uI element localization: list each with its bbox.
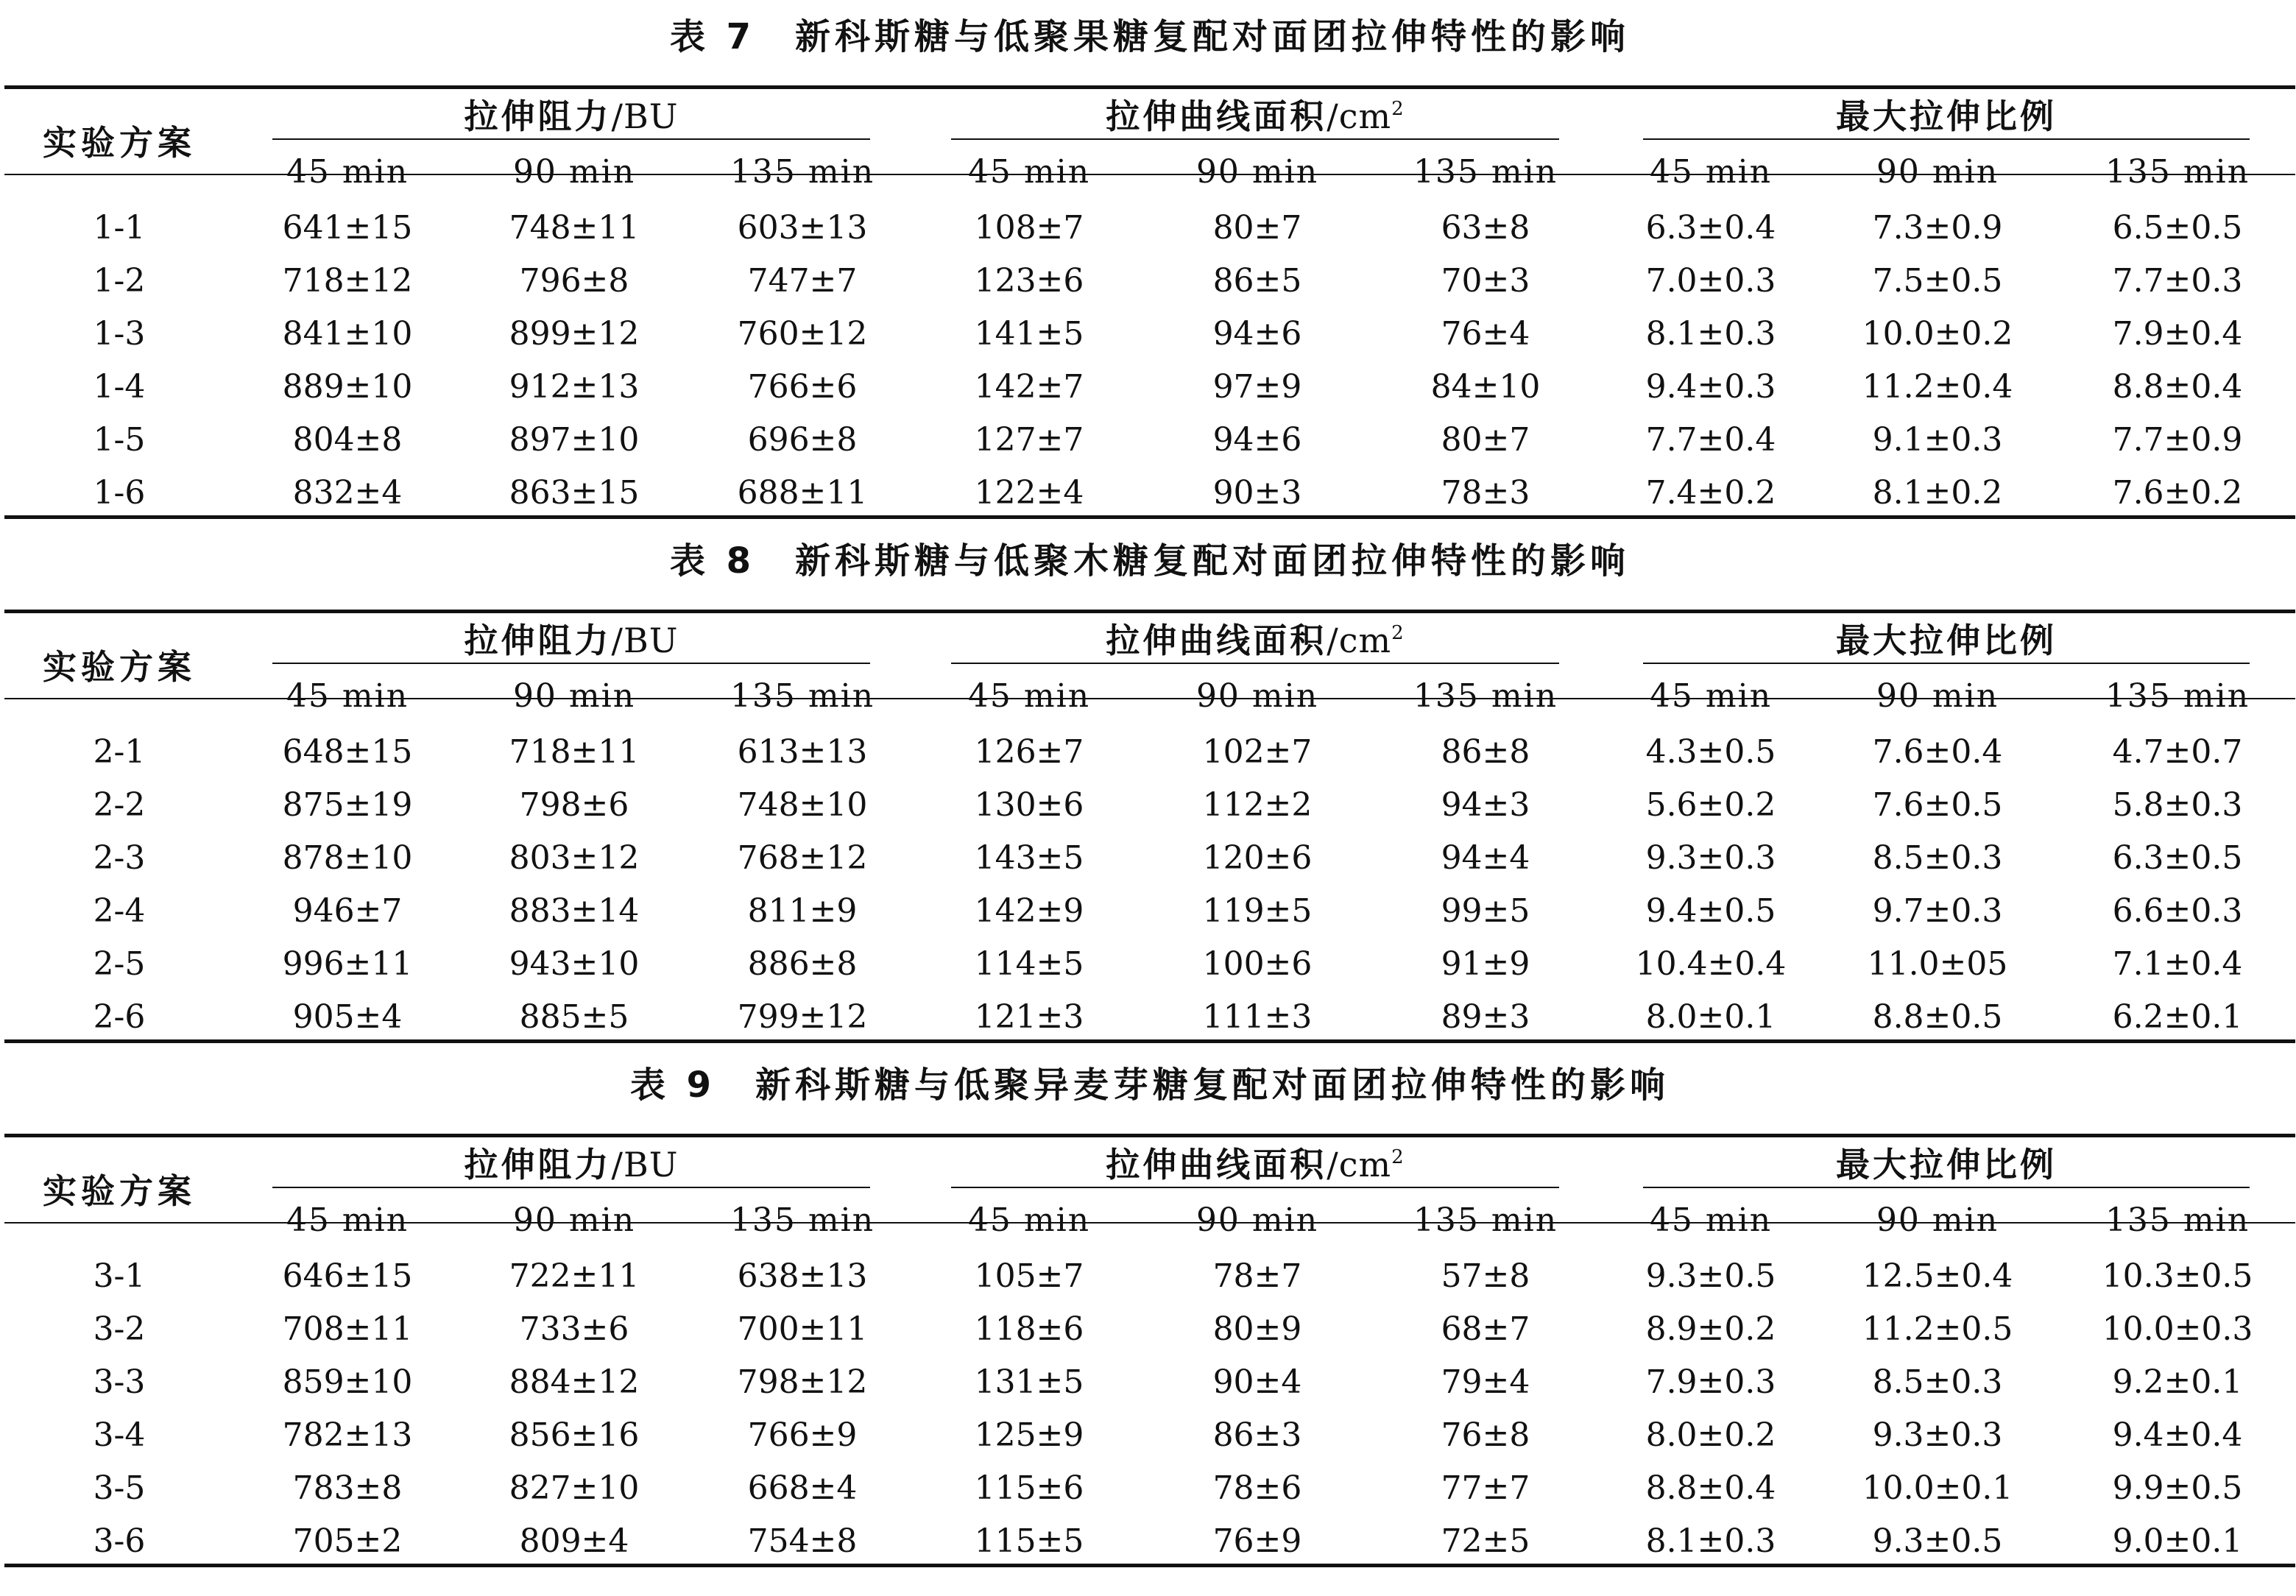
cell-resistance-45: 804±8 xyxy=(292,421,403,459)
cell-ratio-135: 7.9±0.4 xyxy=(2112,315,2243,353)
cell-ratio-90: 10.0±0.2 xyxy=(1862,315,2013,353)
cell-resistance-90: 798±6 xyxy=(519,786,629,824)
group-label: 最大拉伸比例 xyxy=(1836,621,2057,660)
cell-resistance-45: 718±12 xyxy=(282,262,413,300)
cell-area-45: 105±7 xyxy=(974,1257,1084,1295)
cell-ratio-90: 9.1±0.3 xyxy=(1872,421,2003,459)
cell-resistance-45: 648±15 xyxy=(282,733,413,771)
cell-plan: 1-2 xyxy=(93,262,146,300)
time-head-90: 90 min xyxy=(512,677,636,715)
cell-resistance-135: 768±12 xyxy=(737,839,868,877)
cell-plan: 3-1 xyxy=(93,1257,146,1295)
group-head-ratio xyxy=(1643,87,2250,146)
cell-ratio-135: 6.5±0.5 xyxy=(2112,209,2243,247)
cell-ratio-135: 9.0±0.1 xyxy=(2112,1522,2243,1560)
group-label: 拉伸阻力 xyxy=(464,621,612,660)
cell-area-90: 97±9 xyxy=(1212,368,1302,406)
cell-area-90: 76±9 xyxy=(1212,1522,1302,1560)
cell-ratio-135: 9.4±0.4 xyxy=(2112,1416,2243,1454)
cell-ratio-135: 4.7±0.7 xyxy=(2112,733,2243,771)
time-head-135: 135 min xyxy=(2105,153,2250,191)
cell-resistance-135: 638±13 xyxy=(737,1257,868,1295)
group-unit-superscript: 2 xyxy=(1391,98,1405,120)
cell-resistance-45: 708±11 xyxy=(282,1310,413,1348)
table-row xyxy=(4,1303,2295,1356)
cell-ratio-135: 9.2±0.1 xyxy=(2112,1363,2243,1401)
cell-resistance-45: 875±19 xyxy=(282,786,413,824)
group-underline xyxy=(272,1187,870,1188)
cell-area-45: 115±5 xyxy=(974,1522,1084,1560)
cell-area-45: 143±5 xyxy=(974,839,1084,877)
cell-ratio-135: 6.6±0.3 xyxy=(2112,892,2243,930)
cell-area-45: 123±6 xyxy=(974,262,1084,300)
cell-ratio-45: 9.3±0.3 xyxy=(1645,839,1776,877)
group-label: 拉伸曲线面积 xyxy=(1106,621,1327,660)
time-head-90: 90 min xyxy=(512,153,636,191)
cell-ratio-135: 7.6±0.2 xyxy=(2112,474,2243,512)
cell-area-90: 90±4 xyxy=(1212,1363,1302,1401)
cell-ratio-90: 8.5±0.3 xyxy=(1872,1363,2003,1401)
time-head-135: 135 min xyxy=(730,1201,875,1239)
cell-ratio-45: 7.9±0.3 xyxy=(1645,1363,1776,1401)
cell-resistance-135: 603±13 xyxy=(737,209,868,247)
group-head-area xyxy=(951,87,1559,146)
cell-area-45: 122±4 xyxy=(974,474,1084,512)
cell-plan: 1-1 xyxy=(93,209,146,247)
time-head-45: 45 min xyxy=(1649,677,1773,715)
cell-ratio-45: 8.1±0.3 xyxy=(1645,315,1776,353)
group-unit: /BU xyxy=(611,621,679,660)
cell-resistance-90: 899±12 xyxy=(509,315,640,353)
cell-area-135: 89±3 xyxy=(1441,998,1530,1036)
cell-resistance-45: 996±11 xyxy=(282,945,413,983)
group-unit: /BU xyxy=(611,1145,679,1184)
cell-ratio-45: 9.3±0.5 xyxy=(1645,1257,1776,1295)
cell-resistance-90: 912±13 xyxy=(509,368,640,406)
cell-area-45: 114±5 xyxy=(974,945,1084,983)
cell-resistance-90: 884±12 xyxy=(509,1363,640,1401)
cell-resistance-135: 798±12 xyxy=(737,1363,868,1401)
time-head-135: 135 min xyxy=(1413,677,1558,715)
cell-plan: 2-1 xyxy=(93,733,146,771)
cell-ratio-45: 7.0±0.3 xyxy=(1645,262,1776,300)
time-head-90: 90 min xyxy=(1195,1201,1319,1239)
table-title: 表 9 新科斯糖与低聚异麦芽糖复配对面团拉伸特性的影响 xyxy=(629,1064,1670,1106)
cell-ratio-90: 9.7±0.3 xyxy=(1872,892,2003,930)
cell-resistance-90: 856±16 xyxy=(509,1416,640,1454)
cell-area-45: 108±7 xyxy=(974,209,1084,247)
cell-ratio-135: 6.2±0.1 xyxy=(2112,998,2243,1036)
time-head-135: 135 min xyxy=(730,677,875,715)
cell-area-135: 72±5 xyxy=(1441,1522,1530,1560)
cell-ratio-45: 4.3±0.5 xyxy=(1645,733,1776,771)
table-row xyxy=(4,414,2295,467)
cell-resistance-45: 946±7 xyxy=(292,892,403,930)
cell-ratio-90: 8.8±0.5 xyxy=(1872,998,2003,1036)
time-head-90: 90 min xyxy=(1876,677,1999,715)
cell-resistance-90: 885±5 xyxy=(519,998,629,1036)
group-unit: /BU xyxy=(611,96,679,136)
cell-resistance-135: 700±11 xyxy=(737,1310,868,1348)
cell-ratio-90: 12.5±0.4 xyxy=(1862,1257,2013,1295)
cell-resistance-135: 760±12 xyxy=(737,315,868,353)
cell-resistance-135: 696±8 xyxy=(747,421,858,459)
cell-resistance-90: 943±10 xyxy=(509,945,640,983)
cell-ratio-45: 5.6±0.2 xyxy=(1645,786,1776,824)
cell-resistance-45: 646±15 xyxy=(282,1257,413,1295)
cell-resistance-90: 827±10 xyxy=(509,1469,640,1507)
cell-resistance-45: 705±2 xyxy=(292,1522,403,1560)
cell-area-90: 102±7 xyxy=(1202,733,1313,771)
table-row xyxy=(4,1250,2295,1303)
plan-header: 实验方案 xyxy=(43,1171,196,1211)
cell-resistance-135: 747±7 xyxy=(747,262,858,300)
cell-area-135: 63±8 xyxy=(1441,209,1530,247)
cell-plan: 3-4 xyxy=(93,1416,146,1454)
cell-area-135: 79±4 xyxy=(1441,1363,1530,1401)
cell-ratio-90: 8.5±0.3 xyxy=(1872,839,2003,877)
cell-resistance-90: 733±6 xyxy=(519,1310,629,1348)
cell-ratio-90: 8.1±0.2 xyxy=(1872,474,2003,512)
group-unit: /cm xyxy=(1327,1145,1392,1184)
cell-area-135: 70±3 xyxy=(1441,262,1530,300)
cell-area-45: 141±5 xyxy=(974,315,1084,353)
cell-resistance-45: 889±10 xyxy=(282,368,413,406)
time-head-135: 135 min xyxy=(1413,1201,1558,1239)
cell-plan: 1-3 xyxy=(93,315,146,353)
cell-ratio-135: 7.7±0.3 xyxy=(2112,262,2243,300)
cell-area-90: 80±9 xyxy=(1212,1310,1302,1348)
cell-area-135: 78±3 xyxy=(1441,474,1530,512)
table-row xyxy=(4,1356,2295,1409)
cell-area-135: 57±8 xyxy=(1441,1257,1530,1295)
group-underline xyxy=(272,663,870,664)
group-label: 拉伸曲线面积 xyxy=(1106,96,1327,136)
cell-plan: 3-2 xyxy=(93,1310,146,1348)
cell-plan: 1-5 xyxy=(93,421,146,459)
cell-area-45: 142±7 xyxy=(974,368,1084,406)
cell-plan: 2-3 xyxy=(93,839,146,877)
cell-resistance-45: 783±8 xyxy=(292,1469,403,1507)
time-head-90: 90 min xyxy=(1876,153,1999,191)
cell-area-90: 94±6 xyxy=(1212,421,1302,459)
cell-ratio-90: 7.6±0.5 xyxy=(1872,786,2003,824)
cell-plan: 3-6 xyxy=(93,1522,146,1560)
cell-area-45: 127±7 xyxy=(974,421,1084,459)
cell-area-45: 115±6 xyxy=(974,1469,1084,1507)
group-unit: /cm xyxy=(1327,96,1392,136)
cell-area-135: 80±7 xyxy=(1441,421,1530,459)
group-label: 最大拉伸比例 xyxy=(1836,1145,2057,1184)
cell-ratio-45: 8.1±0.3 xyxy=(1645,1522,1776,1560)
cell-resistance-45: 782±13 xyxy=(282,1416,413,1454)
cell-ratio-45: 7.7±0.4 xyxy=(1645,421,1776,459)
cell-plan: 3-5 xyxy=(93,1469,146,1507)
cell-area-90: 112±2 xyxy=(1202,786,1313,824)
table-row xyxy=(4,1462,2295,1515)
group-underline xyxy=(951,663,1559,664)
cell-area-135: 68±7 xyxy=(1441,1310,1530,1348)
table-row xyxy=(4,1409,2295,1462)
cell-resistance-45: 878±10 xyxy=(282,839,413,877)
cell-resistance-45: 859±10 xyxy=(282,1363,413,1401)
group-head-resistance xyxy=(272,1135,870,1194)
group-unit-superscript: 2 xyxy=(1391,1146,1405,1168)
time-head-45: 45 min xyxy=(1649,153,1773,191)
time-head-45: 45 min xyxy=(286,677,409,715)
cell-resistance-90: 718±11 xyxy=(509,733,640,771)
cell-area-135: 94±3 xyxy=(1441,786,1530,824)
cell-area-90: 120±6 xyxy=(1202,839,1313,877)
cell-plan: 1-6 xyxy=(93,474,146,512)
table-row xyxy=(4,1515,2295,1568)
cell-area-45: 142±9 xyxy=(974,892,1084,930)
group-label: 拉伸阻力 xyxy=(464,1145,612,1184)
cell-resistance-135: 754±8 xyxy=(747,1522,858,1560)
group-unit: /cm xyxy=(1327,621,1392,660)
time-head-45: 45 min xyxy=(967,153,1091,191)
cell-area-135: 86±8 xyxy=(1441,733,1530,771)
cell-ratio-135: 6.3±0.5 xyxy=(2112,839,2243,877)
cell-ratio-90: 7.3±0.9 xyxy=(1872,209,2003,247)
group-unit-superscript: 2 xyxy=(1391,622,1405,644)
cell-ratio-45: 9.4±0.5 xyxy=(1645,892,1776,930)
cell-ratio-135: 9.9±0.5 xyxy=(2112,1469,2243,1507)
group-underline xyxy=(1643,663,2250,664)
cell-area-90: 94±6 xyxy=(1212,315,1302,353)
table-row xyxy=(4,467,2295,520)
cell-resistance-135: 766±9 xyxy=(747,1416,858,1454)
cell-resistance-90: 796±8 xyxy=(519,262,629,300)
table-row xyxy=(4,255,2295,308)
cell-area-45: 125±9 xyxy=(974,1416,1084,1454)
cell-ratio-135: 7.7±0.9 xyxy=(2112,421,2243,459)
time-head-45: 45 min xyxy=(286,1201,409,1239)
cell-resistance-90: 803±12 xyxy=(509,839,640,877)
cell-ratio-45: 8.0±0.2 xyxy=(1645,1416,1776,1454)
cell-ratio-45: 7.4±0.2 xyxy=(1645,474,1776,512)
cell-resistance-90: 748±11 xyxy=(509,209,640,247)
cell-ratio-90: 10.0±0.1 xyxy=(1862,1469,2013,1507)
cell-plan: 2-4 xyxy=(93,892,146,930)
cell-resistance-90: 809±4 xyxy=(519,1522,629,1560)
table-title: 表 7 新科斯糖与低聚果糖复配对面团拉伸特性的影响 xyxy=(669,16,1631,57)
cell-area-45: 126±7 xyxy=(974,733,1084,771)
cell-ratio-45: 8.8±0.4 xyxy=(1645,1469,1776,1507)
time-head-90: 90 min xyxy=(1195,153,1319,191)
cell-resistance-90: 883±14 xyxy=(509,892,640,930)
cell-ratio-45: 8.9±0.2 xyxy=(1645,1310,1776,1348)
cell-resistance-135: 766±6 xyxy=(747,368,858,406)
cell-resistance-90: 897±10 xyxy=(509,421,640,459)
time-head-45: 45 min xyxy=(967,1201,1091,1239)
time-head-45: 45 min xyxy=(1649,1201,1773,1239)
cell-plan: 2-2 xyxy=(93,786,146,824)
cell-ratio-135: 7.1±0.4 xyxy=(2112,945,2243,983)
table-title: 表 8 新科斯糖与低聚木糖复配对面团拉伸特性的影响 xyxy=(669,540,1631,582)
time-head-90: 90 min xyxy=(512,1201,636,1239)
cell-area-90: 119±5 xyxy=(1202,892,1313,930)
table-row xyxy=(4,726,2295,779)
cell-area-45: 131±5 xyxy=(974,1363,1084,1401)
group-label: 最大拉伸比例 xyxy=(1836,96,2057,136)
cell-area-135: 99±5 xyxy=(1441,892,1530,930)
cell-resistance-135: 811±9 xyxy=(747,892,858,930)
time-head-135: 135 min xyxy=(730,153,875,191)
cell-ratio-45: 9.4±0.3 xyxy=(1645,368,1776,406)
cell-resistance-45: 832±4 xyxy=(292,474,403,512)
cell-resistance-135: 799±12 xyxy=(737,998,868,1036)
cell-resistance-45: 905±4 xyxy=(292,998,403,1036)
cell-resistance-135: 748±10 xyxy=(737,786,868,824)
cell-resistance-135: 886±8 xyxy=(747,945,858,983)
cell-plan: 2-5 xyxy=(93,945,146,983)
table-row xyxy=(4,938,2295,991)
time-head-90: 90 min xyxy=(1195,677,1319,715)
time-head-135: 135 min xyxy=(2105,677,2250,715)
cell-ratio-90: 11.2±0.4 xyxy=(1862,368,2013,406)
cell-area-90: 100±6 xyxy=(1202,945,1313,983)
cell-resistance-90: 722±11 xyxy=(509,1257,640,1295)
group-head-ratio xyxy=(1643,611,2250,670)
table-row xyxy=(4,308,2295,361)
cell-ratio-90: 7.5±0.5 xyxy=(1872,262,2003,300)
cell-ratio-45: 10.4±0.4 xyxy=(1635,945,1787,983)
time-head-135: 135 min xyxy=(2105,1201,2250,1239)
cell-ratio-135: 10.0±0.3 xyxy=(2102,1310,2253,1348)
cell-ratio-90: 11.0±05 xyxy=(1867,945,2008,983)
cell-plan: 1-4 xyxy=(93,368,146,406)
cell-ratio-90: 7.6±0.4 xyxy=(1872,733,2003,771)
time-head-90: 90 min xyxy=(1876,1201,1999,1239)
cell-plan: 2-6 xyxy=(93,998,146,1036)
plan-header: 实验方案 xyxy=(43,647,196,687)
cell-area-90: 86±5 xyxy=(1212,262,1302,300)
cell-area-90: 78±6 xyxy=(1212,1469,1302,1507)
group-head-ratio xyxy=(1643,1135,2250,1194)
cell-area-90: 90±3 xyxy=(1212,474,1302,512)
table-row xyxy=(4,202,2295,255)
cell-resistance-90: 863±15 xyxy=(509,474,640,512)
cell-resistance-45: 841±10 xyxy=(282,315,413,353)
cell-area-135: 77±7 xyxy=(1441,1469,1530,1507)
table-row xyxy=(4,991,2295,1044)
cell-area-45: 118±6 xyxy=(974,1310,1084,1348)
cell-area-135: 91±9 xyxy=(1441,945,1530,983)
cell-area-135: 76±4 xyxy=(1441,315,1530,353)
cell-area-135: 84±10 xyxy=(1430,368,1541,406)
cell-ratio-45: 6.3±0.4 xyxy=(1645,209,1776,247)
table-row xyxy=(4,779,2295,832)
group-head-area xyxy=(951,1135,1559,1194)
group-underline xyxy=(1643,138,2250,140)
plan-header: 实验方案 xyxy=(43,123,196,163)
cell-area-135: 94±4 xyxy=(1441,839,1530,877)
cell-area-135: 76±8 xyxy=(1441,1416,1530,1454)
cell-ratio-90: 9.3±0.3 xyxy=(1872,1416,2003,1454)
cell-area-90: 111±3 xyxy=(1202,998,1313,1036)
cell-resistance-135: 613±13 xyxy=(737,733,868,771)
cell-ratio-135: 5.8±0.3 xyxy=(2112,786,2243,824)
cell-resistance-45: 641±15 xyxy=(282,209,413,247)
group-underline xyxy=(951,1187,1559,1188)
cell-plan: 3-3 xyxy=(93,1363,146,1401)
table-row xyxy=(4,832,2295,885)
cell-ratio-45: 8.0±0.1 xyxy=(1645,998,1776,1036)
cell-ratio-135: 10.3±0.5 xyxy=(2102,1257,2253,1295)
cell-area-45: 121±3 xyxy=(974,998,1084,1036)
group-label: 拉伸阻力 xyxy=(464,96,612,136)
group-head-resistance xyxy=(272,611,870,670)
cell-area-90: 80±7 xyxy=(1212,209,1302,247)
cell-area-90: 78±7 xyxy=(1212,1257,1302,1295)
cell-ratio-90: 9.3±0.5 xyxy=(1872,1522,2003,1560)
time-head-45: 45 min xyxy=(967,677,1091,715)
cell-ratio-135: 8.8±0.4 xyxy=(2112,368,2243,406)
group-head-resistance xyxy=(272,87,870,146)
table-row xyxy=(4,361,2295,414)
group-underline xyxy=(1643,1187,2250,1188)
cell-ratio-90: 11.2±0.5 xyxy=(1862,1310,2013,1348)
cell-area-45: 130±6 xyxy=(974,786,1084,824)
cell-resistance-135: 668±4 xyxy=(747,1469,858,1507)
group-underline xyxy=(272,138,870,140)
cell-area-90: 86±3 xyxy=(1212,1416,1302,1454)
time-head-45: 45 min xyxy=(286,153,409,191)
group-head-area xyxy=(951,611,1559,670)
time-head-135: 135 min xyxy=(1413,153,1558,191)
cell-resistance-135: 688±11 xyxy=(737,474,868,512)
group-label: 拉伸曲线面积 xyxy=(1106,1145,1327,1184)
table-row xyxy=(4,885,2295,938)
group-underline xyxy=(951,138,1559,140)
